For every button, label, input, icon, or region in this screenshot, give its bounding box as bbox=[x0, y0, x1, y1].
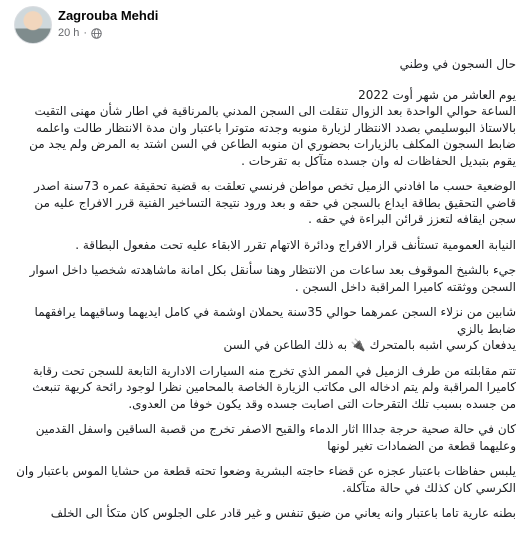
post-paragraph: تتم مقابلته من طرف الزميل في الممر الذي تخرج منه السيارات الادارية التابعة للسجن تحت رقابة كاميرا المراقبة ولم يتم ادخاله الى مكاتب الزيارة الخاصة بالمحامين نظرا لوجود رائحة كريهة تنبعث من جسده بسبب تلك التقرحات التى اصابت جسده وقد يكون خوفا من العدوى. bbox=[32, 363, 516, 411]
meta-separator: · bbox=[83, 27, 88, 39]
post-time[interactable]: 20 h bbox=[58, 27, 80, 39]
post-paragraph: يلبس حفاظات باعتبار عجزه عن قضاء حاجته البشرية وضعوا تحته قطعة من حشايا الموس باعتبار وان الكرسي كان كذلك في حالة متآكلة. bbox=[16, 464, 516, 495]
post-meta bbox=[58, 27, 102, 39]
post-paragraph: يوم العاشر من شهر أوت 2022 الساعة حوالي الواحدة بعد الزوال تنقلت الى السجن المدني بالمرناقية في اطار شأن مهنى التقيت بالاستاذ البوسليمي بصدد الانتظار لزيارة منوبه وجدته متوترا باعتبار وان مدة الانتظار طالت واعلمه ضابط السجون المكلف بالزيارات بحضوري ان منوبه الطاعن في السن اشتد به المرض ولم يجد من يقوم بتبديل الحفاظات له وان جسده متآكل به تقرحات . bbox=[29, 87, 516, 168]
post-paragraph: جيء بالشيخ الموقوف بعد ساعات من الانتظار وهنا سأنقل بكل امانة ماشاهدته شخصيا داخل اسوار السجن ووثقته كاميرا المراقبة داخل السجن . bbox=[29, 263, 516, 294]
post-title: حال السجون في وطني bbox=[399, 57, 516, 71]
post-paragraph: الوضعية حسب ما افادني الزميل تخص مواطن فرنسي تعلقت به قضية تحقيقة عمره 73سنة اصدر قاضي التحقيق بطاقة ايداع بالسجن في حقه و بعد ورود نتيجة التساخير الفنية قرر الافراج عليه من سجن ايقافه لتعزز قرائن البراءة في حقه . bbox=[34, 179, 516, 226]
post-paragraph: كان في حالة صحية حرجة جدااا اثار الدماء والقيح الاصفر تخرج من قصبة الساقين واسفل القدمين وعليهما قطعة من الضمادات تغير لونها bbox=[35, 422, 516, 453]
post-paragraph: بطنه عارية تاما باعتبار وانه يعاني من ضيق تنفس و غير قادر على الجلوس كان متكأ الى الخلف bbox=[50, 506, 516, 520]
author-avatar[interactable] bbox=[14, 6, 52, 44]
post-paragraph: النيابة العمومية تستأنف قرار الافراج ودائرة الاتهام تقرر الابقاء عليه تحت مفعول البطاقة . bbox=[75, 237, 516, 252]
post-paragraph: شابين من نزلاء السجن عمرهما حوالي 35سنة يحملان اوشمة في كامل ايديهما وساقيهما يرافقهما ضابط بالزي يدفعان كرسي اشبه بالمتحرك 🔌 به ذلك الطاعن في السن bbox=[34, 305, 516, 352]
post-body bbox=[14, 56, 516, 531]
post-header bbox=[0, 0, 528, 56]
globe-icon[interactable] bbox=[91, 28, 102, 39]
author-name[interactable]: Zagrouba Mehdi bbox=[58, 8, 159, 23]
